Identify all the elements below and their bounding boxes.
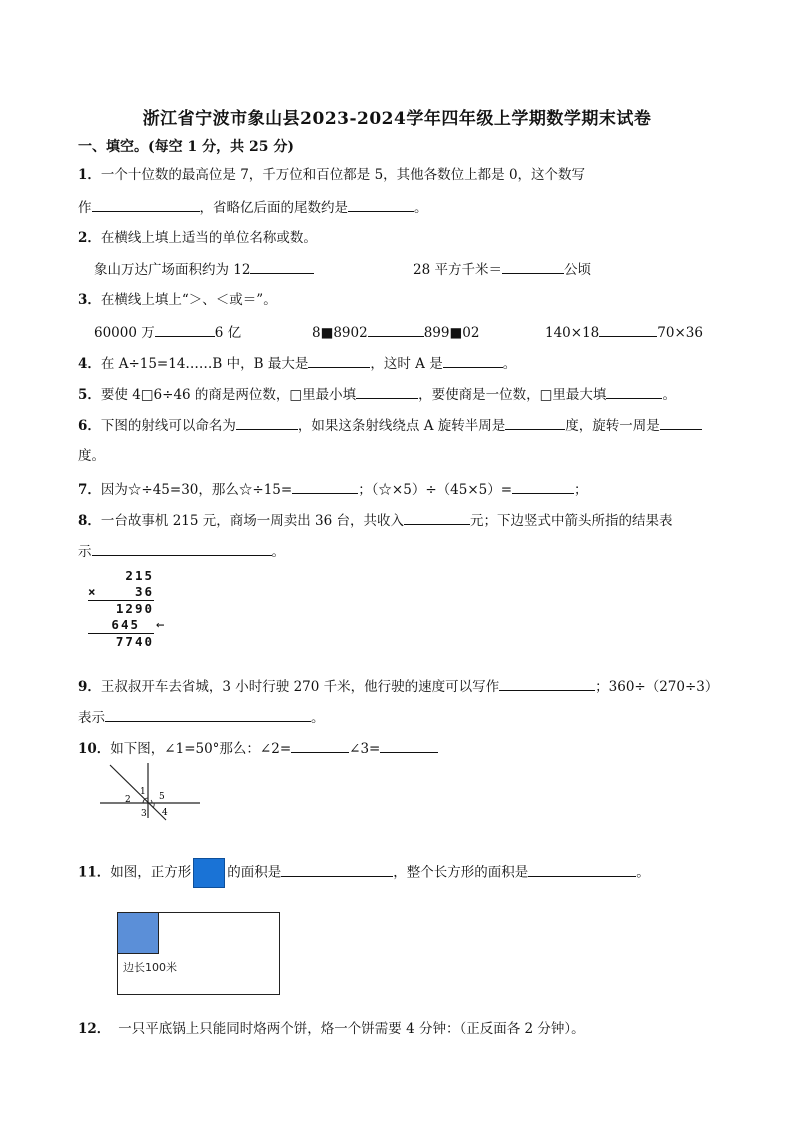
question-2-part-b (413, 259, 591, 279)
calc-row-result: 7740 (88, 633, 154, 650)
question-text: 6 亿 (214, 325, 242, 341)
question-text: 。 (414, 200, 428, 216)
question-text: ∠3= (349, 741, 381, 757)
square-icon (193, 858, 225, 888)
question-text: 表示 (78, 710, 105, 726)
arrow-icon: ← (156, 617, 167, 633)
question-text: 。 (662, 387, 676, 403)
answer-blank[interactable] (155, 322, 215, 337)
page-title: 浙江省宁波市象山县2023-2024学年四年级上学期数学期末试卷 (142, 109, 652, 129)
question-text: 如下图，∠1=50°那么：∠2= (110, 741, 292, 757)
vertical-multiplication (88, 568, 167, 650)
angle-label-4: 4 (162, 808, 168, 818)
answer-blank[interactable] (356, 384, 418, 399)
answer-blank[interactable] (105, 707, 311, 722)
calc-value: 36 (134, 584, 154, 599)
question-text: 。 (311, 710, 325, 726)
question-text: 因为☆÷45=30，那么☆÷15= (100, 482, 293, 498)
question-number: 9． (78, 679, 101, 695)
times-sign: × (88, 584, 98, 599)
answer-blank[interactable] (348, 197, 414, 212)
question-text: 下图的射线可以命名为 (100, 418, 236, 434)
answer-blank[interactable] (250, 259, 314, 274)
square-region (118, 913, 159, 954)
question-2 (78, 229, 317, 247)
question-text: 王叔叔开车去省城，3 小时行驶 270 千米，他行驶的速度可以写作 (100, 679, 500, 695)
question-text: 作 (78, 200, 92, 216)
question-8-line2 (78, 541, 285, 561)
question-text: 公顷 (563, 262, 591, 278)
question-text: ，省略亿后面的尾数约是 (199, 200, 348, 216)
question-2-part-a (94, 259, 314, 279)
question-11 (78, 858, 650, 888)
answer-blank[interactable] (499, 676, 595, 691)
rectangle-figure (117, 912, 280, 995)
diagonal-line (110, 765, 166, 820)
question-text: 如图，正方形 (110, 864, 192, 881)
question-text: ，如果这条射线绕点 A 旋转半周是 (297, 418, 506, 434)
question-number: 10． (78, 741, 111, 757)
answer-blank[interactable] (599, 322, 657, 337)
answer-blank[interactable] (292, 479, 358, 494)
question-text: 。 (636, 864, 650, 881)
question-1-line2 (78, 197, 428, 217)
question-text: 899■02 (423, 325, 480, 341)
question-text: ；（☆×5）÷（45×5）= (358, 482, 513, 498)
question-number: 6． (78, 418, 101, 434)
question-8 (78, 510, 673, 530)
question-text: 28 平方千米＝ (413, 262, 502, 278)
calc-row-multiplier (88, 584, 154, 600)
answer-blank[interactable] (368, 322, 424, 337)
question-text: 一只平底锅上只能同时烙两个饼，烙一个饼需要 4 分钟：（正反面各 2 分钟）。 (118, 1021, 585, 1037)
angle-label-3: 3 (141, 809, 147, 819)
question-number: 4． (78, 356, 101, 372)
angle-figure (96, 760, 206, 822)
question-text: 象山万达广场面积约为 12 (94, 262, 251, 278)
answer-blank[interactable] (512, 479, 574, 494)
question-text: ，这时 A 是 (370, 356, 443, 372)
question-3-part-a (94, 322, 241, 342)
answer-blank[interactable] (281, 862, 393, 877)
question-number: 1． (78, 167, 101, 183)
answer-blank[interactable] (236, 415, 298, 430)
question-9-line2 (78, 707, 325, 727)
question-text: 示 (78, 544, 92, 560)
answer-blank[interactable] (443, 353, 503, 368)
answer-blank[interactable] (528, 862, 636, 877)
question-text: 。 (502, 356, 517, 372)
question-7 (78, 479, 588, 499)
answer-blank[interactable] (505, 415, 565, 430)
question-text: 要使 4□6÷46 的商是两位数，□里最小填 (100, 387, 357, 403)
question-number: 2． (78, 230, 101, 246)
angle-label-1: 1 (140, 787, 146, 797)
answer-blank[interactable] (380, 738, 438, 753)
question-text: 140×18 (545, 325, 600, 341)
question-text: 在 A÷15=14……B 中，B 最大是 (100, 356, 309, 372)
angle-arc (153, 803, 154, 808)
question-text: 一个十位数的最高位是 7，千万位和百位都是 5，其他各数位上都是 0，这个数写 (100, 167, 586, 183)
question-text: ，整个长方形的面积是 (393, 864, 529, 881)
question-text: ，要使商是一位数，□里最大填 (418, 387, 607, 403)
question-text: 60000 万 (94, 325, 155, 341)
question-text: 在横线上填上“＞、＜或＝”。 (100, 292, 277, 308)
question-number: 7． (78, 482, 101, 498)
question-number: 3． (78, 292, 101, 308)
question-text: ；360÷（270÷3） (595, 679, 719, 695)
question-text: 一台故事机 215 元，商场一周卖出 36 台，共收入 (100, 513, 405, 529)
question-4 (78, 353, 516, 373)
question-6-line2 (78, 447, 105, 465)
question-text: 70×36 (657, 325, 703, 341)
question-number: 8． (78, 513, 101, 529)
question-text: 度。 (78, 448, 105, 464)
question-text: 度，旋转一周是 (565, 418, 660, 434)
question-number: 12． (78, 1021, 111, 1037)
answer-blank[interactable] (92, 541, 272, 556)
question-text: 。 (271, 544, 285, 560)
question-10 (78, 738, 438, 758)
question-text: 元；下边竖式中箭头所指的结果表 (470, 513, 673, 529)
calc-row-partial-1: 1290 (88, 600, 154, 617)
answer-blank[interactable] (502, 259, 564, 274)
question-9 (78, 676, 718, 696)
answer-blank[interactable] (660, 415, 702, 430)
calc-value: 645 (111, 617, 140, 632)
answer-blank[interactable] (291, 738, 349, 753)
answer-blank[interactable] (92, 197, 200, 212)
answer-blank[interactable] (404, 510, 470, 525)
question-5 (78, 384, 676, 404)
angle-label-2: 2 (125, 795, 131, 805)
side-length-label: 边长100米 (123, 961, 177, 974)
question-3 (78, 291, 277, 309)
calc-row-multiplicand: 215 (125, 568, 154, 583)
question-text: 在横线上填上适当的单位名称或数。 (100, 230, 317, 246)
question-text: 的面积是 (227, 864, 282, 881)
question-12 (78, 1020, 585, 1038)
question-3-part-c (545, 322, 703, 342)
question-number: 11． (78, 864, 111, 881)
question-number: 5． (78, 387, 101, 403)
question-1 (78, 166, 585, 184)
answer-blank[interactable] (606, 384, 662, 399)
section-heading: 一、填空。(每空 1 分，共 25 分) (78, 139, 294, 155)
calc-row-partial-2 (88, 617, 167, 633)
question-text: ； (574, 482, 588, 498)
question-text: 8■8902 (312, 325, 368, 341)
angle-label-5: 5 (159, 792, 165, 802)
question-3-part-b (312, 322, 479, 342)
answer-blank[interactable] (308, 353, 370, 368)
question-6 (78, 415, 702, 435)
